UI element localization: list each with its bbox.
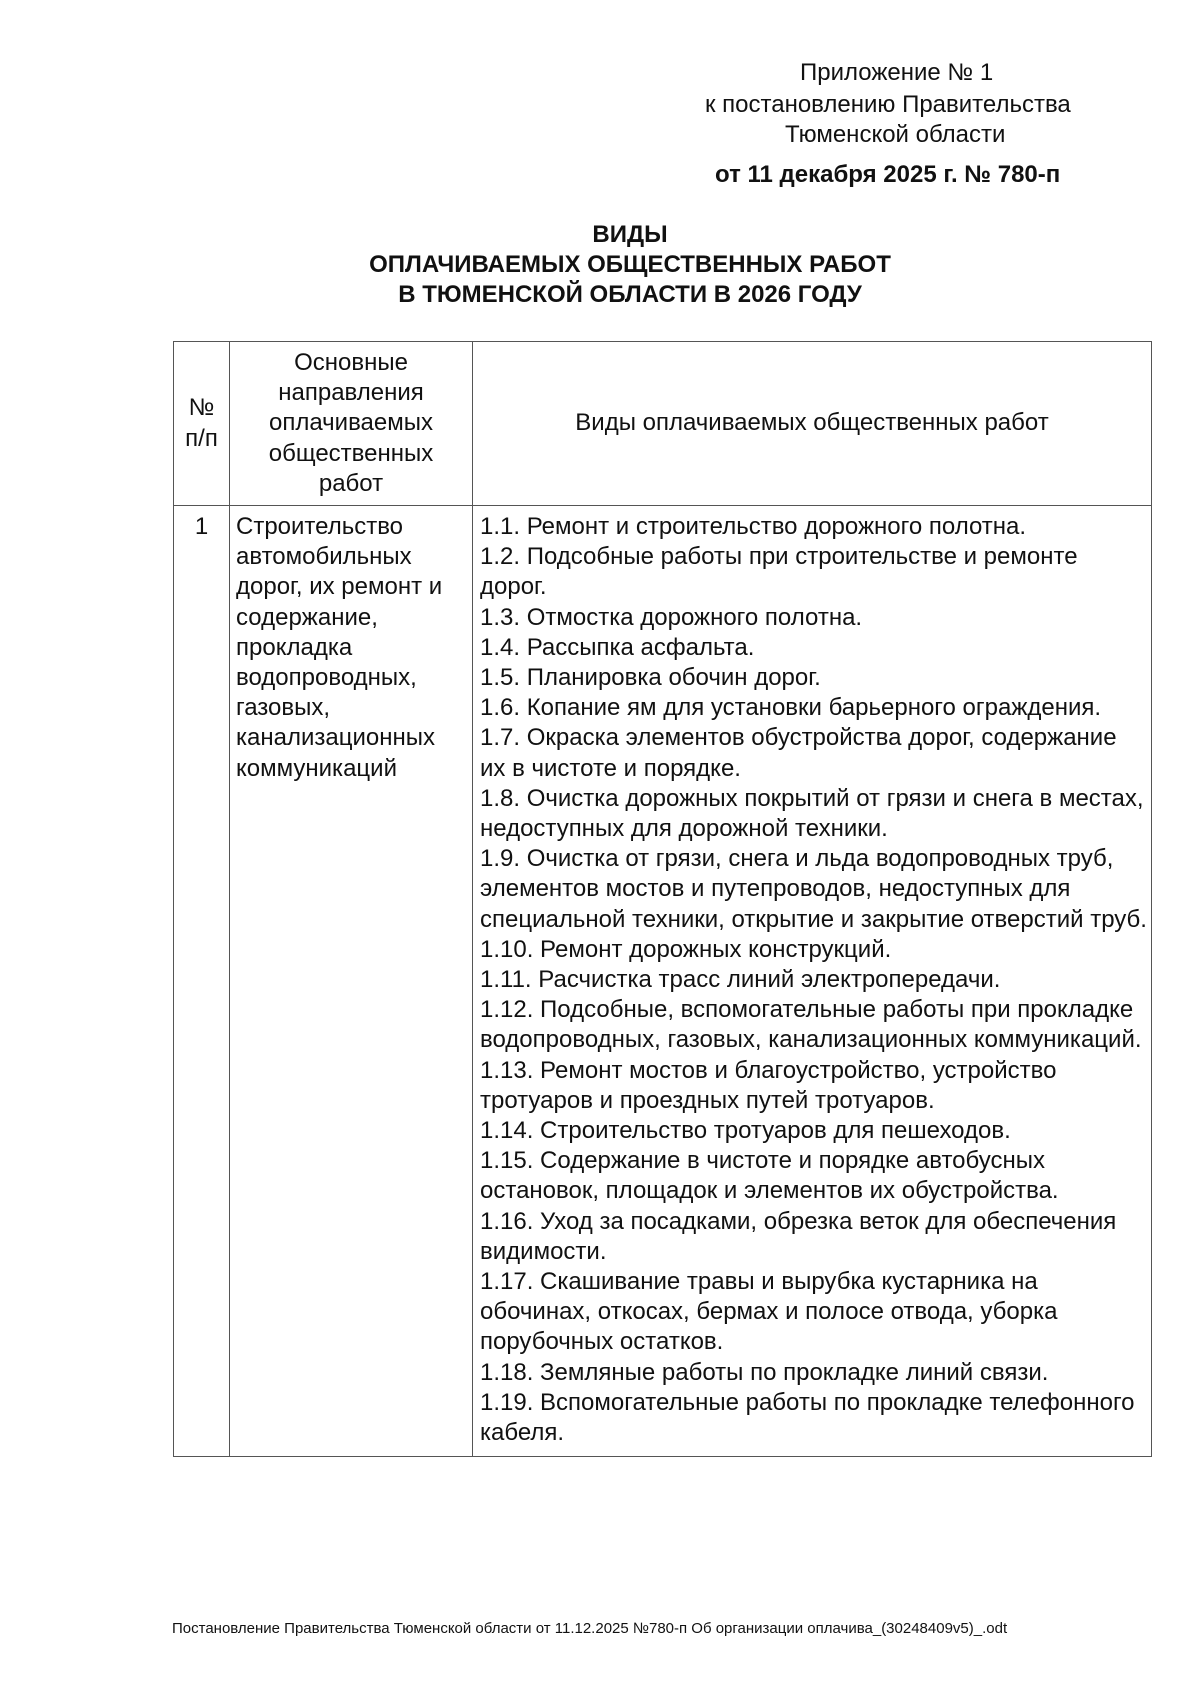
table-header-row (174, 342, 1152, 506)
footer-filename: Постановление Правительства Тюменской области от 11.12.2025 №780-п Об организации оплачива_(30248409v5)_.odt (172, 1620, 1008, 1637)
list-item: 1.10. Ремонт дорожных конструкций. (480, 935, 892, 963)
document-title (170, 220, 1090, 310)
row-items (473, 506, 1152, 1457)
list-item: 1.6. Копание ям для установки барьерного ограждения. (480, 694, 1102, 722)
title-line-2: ОПЛАЧИВАЕМЫХ ОБЩЕСТВЕННЫХ РАБОТ (369, 251, 891, 278)
table-row (174, 506, 1152, 1457)
annex-date: от 11 декабря 2025 г. № 780-п (715, 161, 1061, 188)
list-item: 1.11. Расчистка трасс линий электропередачи. (480, 966, 1001, 994)
row-direction: Строительство автомобильных дорог, их ремонт и содержание, прокладка водопроводных, газовых, канализационных коммуникаций (230, 506, 473, 1457)
list-item: 1.15. Содержание в чистоте и порядке автобусных остановок, площадок и элементов их обустройства. (480, 1147, 1059, 1205)
list-item: 1.8. Очистка дорожных покрытий от грязи и снега в местах, недоступных для дорожной техники. (480, 784, 1144, 843)
list-item: 1.19. Вспомогательные работы по прокладке телефонного кабеля. (480, 1388, 1135, 1447)
list-item: 1.3. Отмостка дорожного полотна. (480, 603, 863, 631)
list-item: 1.7. Окраска элементов обустройства дорог, содержание их в чистоте и порядке. (480, 724, 1117, 782)
title-line-3: В ТЮМЕНСКОЙ ОБЛАСТИ В 2026 ГОДУ (398, 281, 862, 308)
annex-number: Приложение № 1 (800, 59, 994, 86)
list-item: 1.9. Очистка от грязи, снега и льда водопроводных труб, элементов мостов и путепроводов, недоступных для специальной техники, открытие и закрытие отверстий труб. (480, 845, 1147, 933)
works-table (173, 341, 1152, 1457)
row-number: 1 (174, 506, 230, 1457)
header-types: Виды оплачиваемых общественных работ (473, 342, 1152, 506)
list-item: 1.17. Скашивание травы и вырубка кустарника на обочинах, откосах, бермах и полосе отвода, уборка порубочных остатков. (480, 1268, 1058, 1356)
annex-region: Тюменской области (785, 121, 1006, 148)
list-item: 1.18. Земляные работы по прокладке линий связи. (480, 1358, 1049, 1386)
list-item: 1.13. Ремонт мостов и благоустройство, устройство тротуаров и проездных путей тротуаров. (480, 1056, 1057, 1114)
list-item: 1.1. Ремонт и строительство дорожного полотна. (480, 513, 1027, 540)
list-item: 1.5. Планировка обочин дорог. (480, 664, 821, 692)
header-direction: Основные направления оплачиваемых общественных работ (230, 342, 473, 506)
annex-reference: к постановлению Правительства (705, 91, 1071, 118)
list-item: 1.2. Подсобные работы при строительстве и ремонте дорог. (480, 543, 1078, 601)
list-item: 1.12. Подсобные, вспомогательные работы при прокладке водопроводных, газовых, канализационных коммуникаций. (480, 996, 1142, 1054)
list-item: 1.16. Уход за посадками, обрезка веток для обеспечения видимости. (480, 1207, 1117, 1265)
list-item: 1.4. Рассыпка асфальта. (480, 633, 755, 661)
title-line-1: ВИДЫ (592, 221, 668, 248)
list-item: 1.14. Строительство тротуаров для пешеходов. (480, 1117, 1011, 1145)
header-number: № п/п (174, 342, 230, 506)
